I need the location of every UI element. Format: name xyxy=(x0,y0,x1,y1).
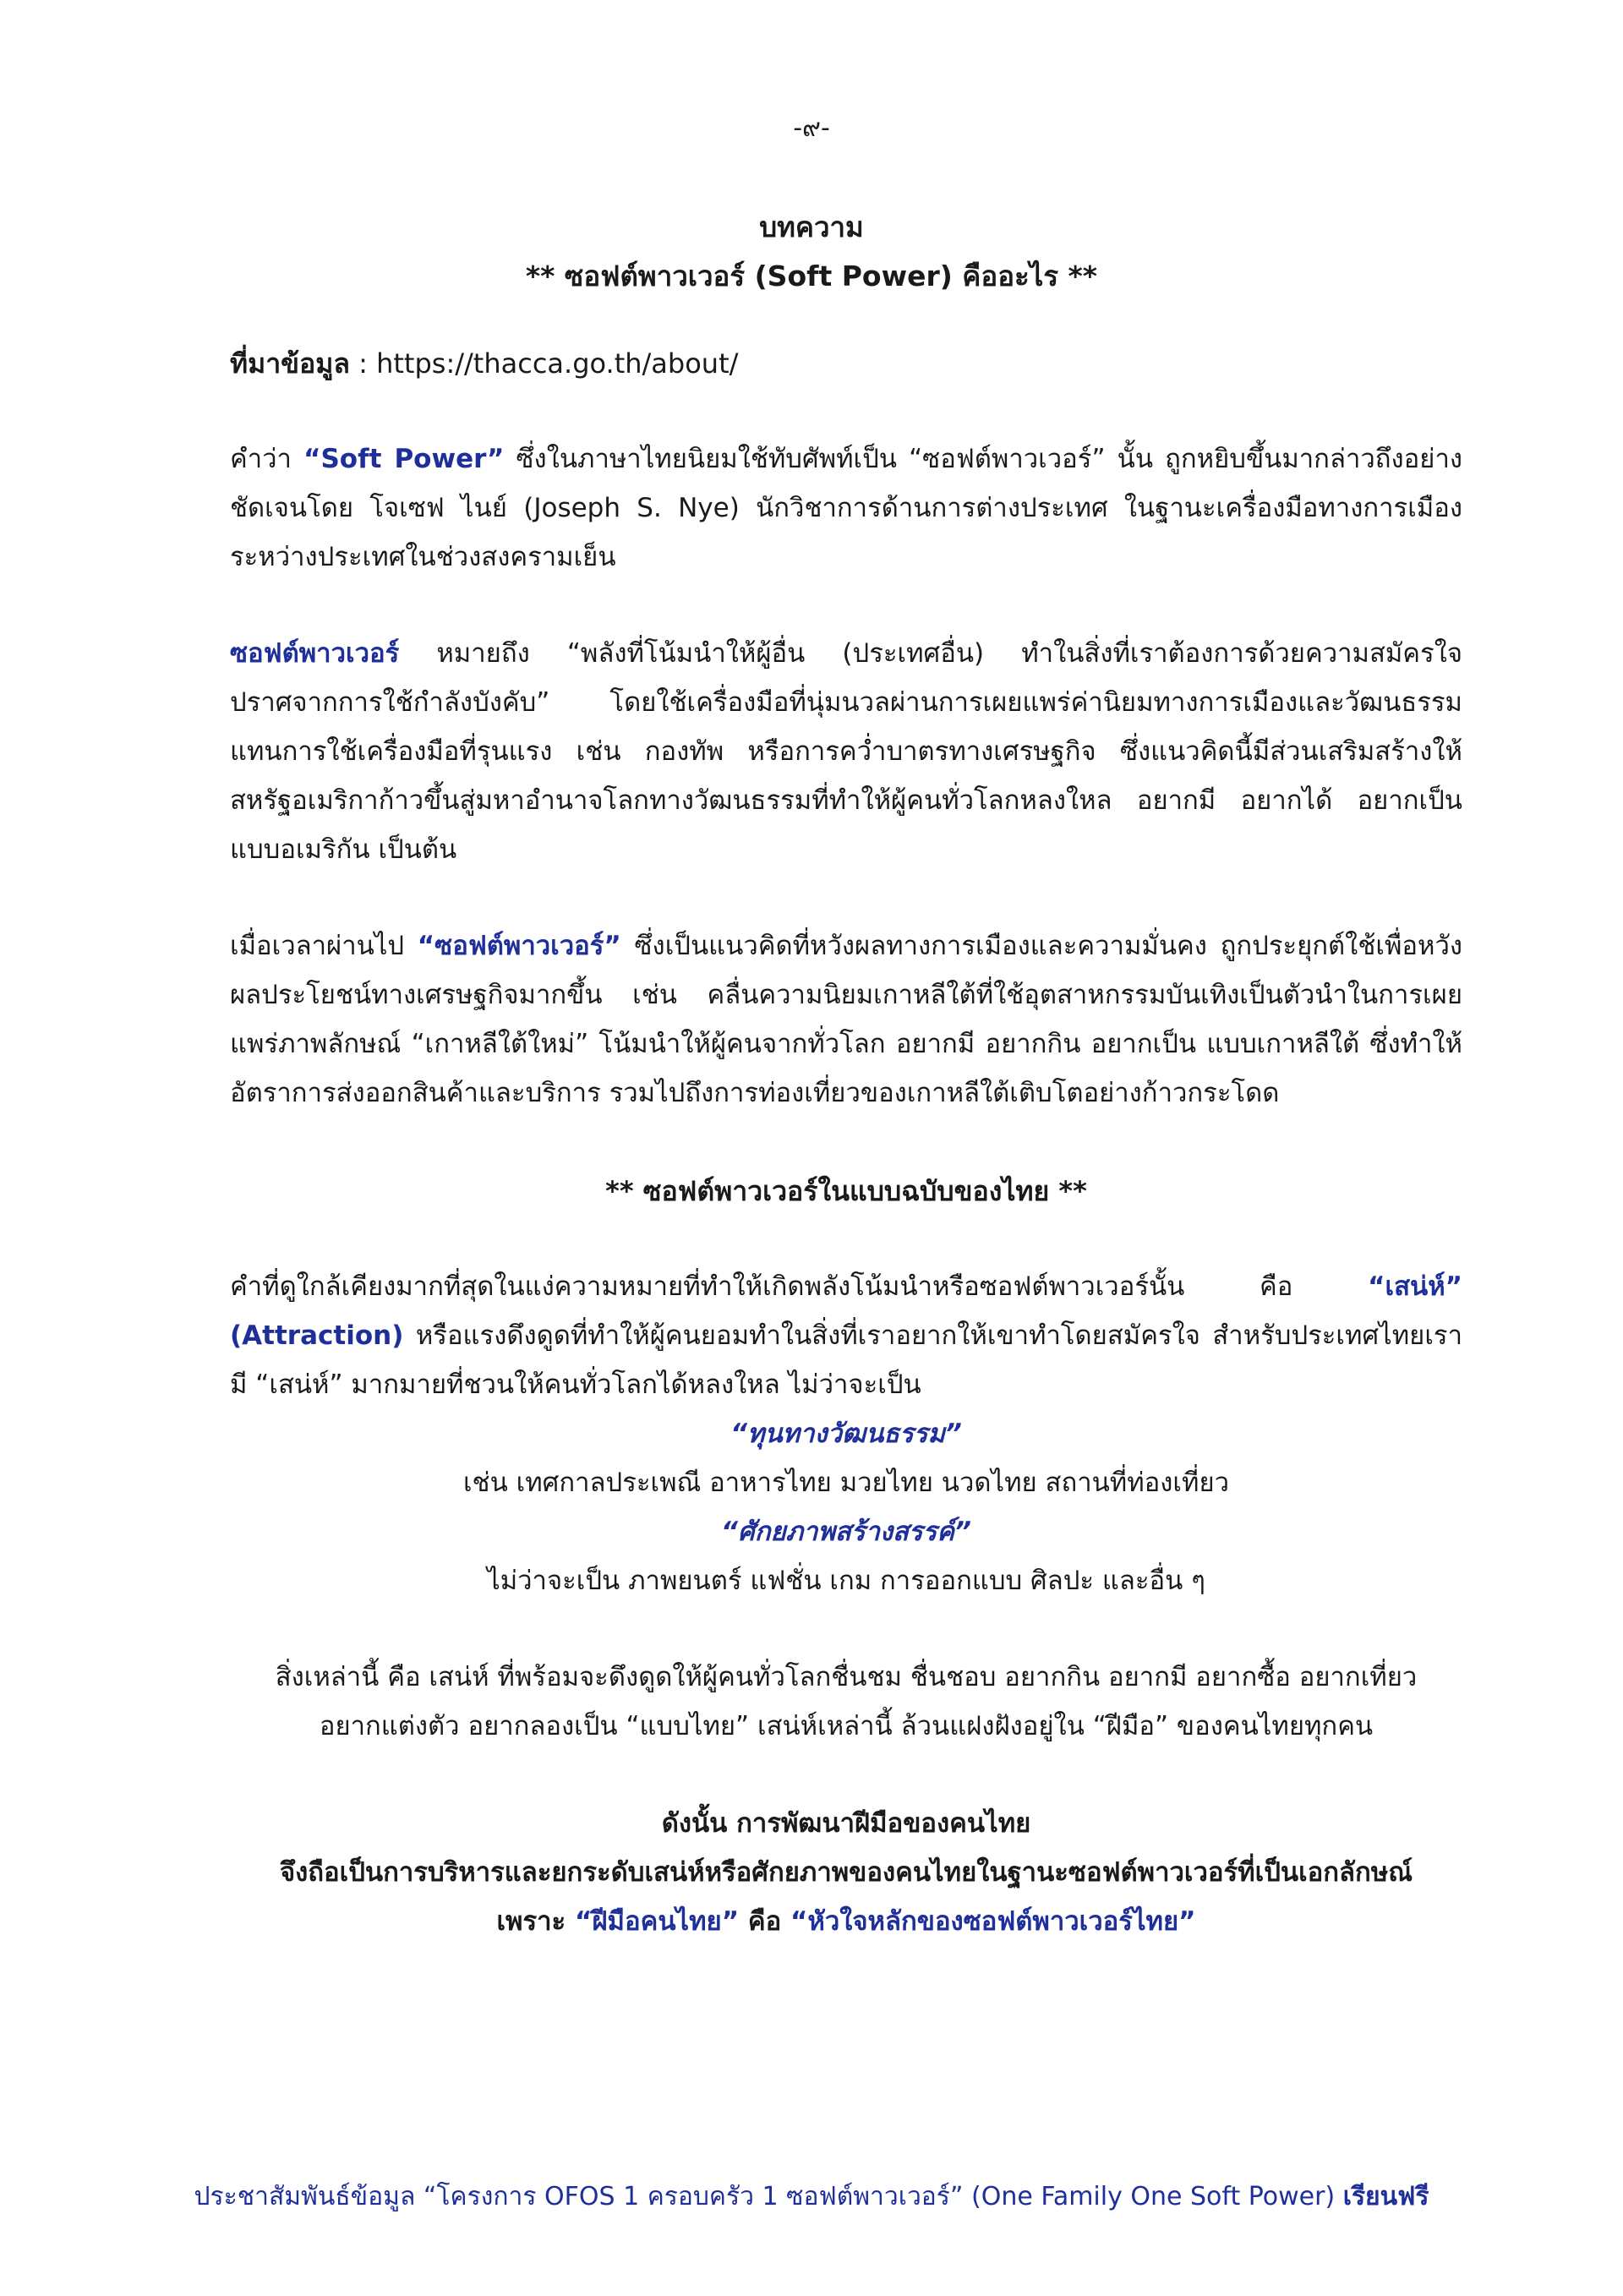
paragraph-intro xyxy=(230,435,1462,582)
paragraph-lead: เมื่อเวลาผ่านไป xyxy=(230,931,418,961)
paragraph-line: อยากแต่งตัว อยากลองเป็น “แบบไทย” เสน่ห์เหล่านี้ ล้วนแฝงฝังอยู่ใน “ฝีมือ” ของคนไทยทุกคน xyxy=(319,1711,1374,1741)
paragraph-lead: คำว่า xyxy=(230,444,304,474)
paragraph-evolution xyxy=(230,921,1462,1118)
paragraph-charm xyxy=(230,1653,1462,1751)
paragraph-text: หรือแรงดึงดูดที่ทำให้ผู้คนยอมทำในสิ่งที่เราอยากให้เขาทำโดยสมัครใจ สำหรับประเทศไทยเรามี “เสน่ห์” มากมายที่ชวนให้คนทั่วโลกได้หลงใหล ไม่ว่าจะเป็น xyxy=(230,1320,1462,1400)
article-title: ** ซอฟต์พาวเวอร์ (Soft Power) คืออะไร ** xyxy=(525,260,1098,292)
list-item-title: “ทุนทางวัฒนธรรม” xyxy=(730,1419,962,1449)
article-category: บทความ xyxy=(759,210,864,243)
paragraph-text: ซึ่งเป็นแนวคิดที่หวังผลทางการเมืองและความมั่นคง ถูกประยุกต์ใช้เพื่อหวังผลประโยชน์ทางเศรษฐกิจมากขึ้น เช่น คลื่นความนิยมเกาหลีใต้ที่ใช้อุตสาหกรรมบันเทิงเป็นตัวนำในการเผยแพร่ภาพลักษณ์ “เกาหลีใต้ใหม่” โน้มนำให้ผู้คนจากทั่วโลก อยากมี อยากกิน อยากเป็น แบบเกาหลีใต้ ซึ่งทำให้อัตราการส่งออกสินค้าและบริการ รวมไปถึงการท่องเที่ยวของเกาหลีใต้เติบโตอย่างก้าวกระโดด xyxy=(230,931,1462,1108)
highlight-term: “ซอฟต์พาวเวอร์” xyxy=(417,931,621,961)
source-line xyxy=(230,342,738,385)
paragraph-attraction xyxy=(230,1262,1462,1409)
conclusion-mid: คือ xyxy=(739,1906,791,1937)
footer-note xyxy=(0,2177,1623,2217)
highlight-term: “ฝีมือคนไทย” xyxy=(574,1906,740,1937)
paragraph-definition xyxy=(230,629,1462,874)
list-item-title: “ศักยภาพสร้างสรรค์” xyxy=(721,1517,971,1547)
page-number: -๙- xyxy=(793,113,830,143)
footer-bold: เรียนฟรี xyxy=(1342,2182,1429,2211)
paragraph-lead: คำที่ดูใกล้เคียงมากที่สุดในแง่ความหมายที่ทำให้เกิดพลังโน้มนำหรือซอฟต์พาวเวอร์นั้น คือ xyxy=(230,1271,1369,1302)
source-url[interactable]: https://thacca.go.th/about/ xyxy=(376,347,739,380)
source-label: ที่มาข้อมูล xyxy=(230,347,350,380)
paragraph-text: หมายถึง “พลังที่โน้มนำให้ผู้อื่น (ประเทศอื่น) ทำในสิ่งที่เราต้องการด้วยความสมัครใจ ปราศจากการใช้กำลังบังคับ” โดยใช้เครื่องมือที่นุ่มนวลผ่านการเผยแพร่ค่านิยมทางการเมืองและวัฒนธรรม แทนการใช้เครื่องมือที่รุนแรง เช่น กองทัพ หรือการคว่ำบาตรทางเศรษฐกิจ ซึ่งแนวคิดนี้มีส่วนเสริมสร้างให้สหรัฐอเมริกาก้าวขึ้นสู่มหาอำนาจโลกทางวัฒนธรรมที่ทำให้ผู้คนทั่วโลกหลงใหล อยากมี อยากได้ อยากเป็นแบบอเมริกัน เป็นต้น xyxy=(230,638,1462,865)
article-header xyxy=(0,203,1623,301)
paragraph-line: สิ่งเหล่านี้ คือ เสน่ห์ ที่พร้อมจะดึงดูดให้ผู้คนทั่วโลกชื่นชม ชื่นชอบ อยากกิน อยากมี อยากซื้อ อยากเที่ยว xyxy=(275,1662,1418,1692)
highlight-term: ซอฟต์พาวเวอร์ xyxy=(230,638,400,669)
conclusion-line: จึงถือเป็นการบริหารและยกระดับเสน่ห์หรือศักยภาพของคนไทยในฐานะซอฟต์พาวเวอร์ที่เป็นเอกลักษณ์ xyxy=(279,1857,1413,1888)
highlight-term: “Soft Power” xyxy=(303,444,505,474)
conclusion-block xyxy=(230,1799,1462,1946)
source-separator: : xyxy=(349,347,377,380)
conclusion-line xyxy=(230,1897,1462,1946)
conclusion-lead: เพราะ xyxy=(496,1906,575,1937)
highlight-term: “เสน่ห์” (Attraction) xyxy=(230,1271,1462,1351)
list-item-desc: เช่น เทศกาลประเพณี อาหารไทย มวยไทย นวดไทย สถานที่ท่องเที่ยว xyxy=(462,1468,1230,1498)
section-heading: ** ซอฟต์พาวเวอร์ในแบบฉบับของไทย ** xyxy=(605,1175,1087,1207)
footer-text: ประชาสัมพันธ์ข้อมูล “โครงการ OFOS 1 ครอบครัว 1 ซอฟต์พาวเวอร์” (One Family One Soft Power) xyxy=(194,2182,1343,2211)
list-item-desc: ไม่ว่าจะเป็น ภาพยนตร์ แฟชั่น เกม การออกแบบ ศิลปะ และอื่น ๆ xyxy=(487,1566,1205,1596)
highlight-term: “หัวใจหลักของซอฟต์พาวเวอร์ไทย” xyxy=(790,1906,1196,1937)
attraction-list xyxy=(230,1409,1462,1605)
conclusion-line: ดังนั้น การพัฒนาฝีมือของคนไทย xyxy=(661,1808,1031,1839)
paragraph-text: ซึ่งในภาษาไทยนิยมใช้ทับศัพท์เป็น “ซอฟต์พาวเวอร์” นั้น ถูกหยิบขึ้นมากล่าวถึงอย่างชัดเจนโดย โจเซฟ ไนย์ (Joseph S. Nye) นักวิชาการด้านการต่างประเทศ ในฐานะเครื่องมือทางการเมืองระหว่างประเทศในช่วงสงครามเย็น xyxy=(230,444,1462,572)
